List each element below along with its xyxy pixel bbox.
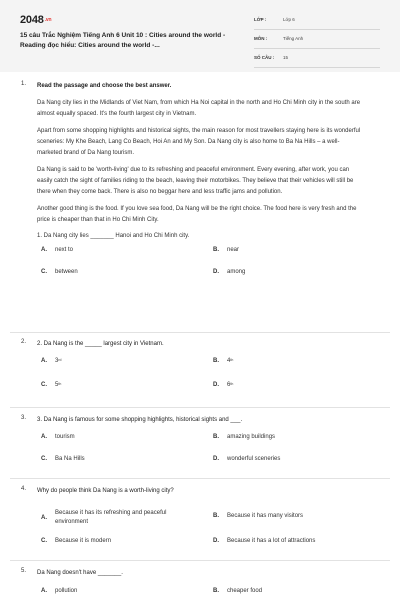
option-b[interactable]: B. Because it has many visitors [213,513,304,519]
site-logo[interactable]: 2048.vn [20,14,52,26]
question-2 [0,333,400,407]
question-1 [0,81,400,332]
option-b[interactable]: B. 4th [213,358,234,364]
options [37,579,380,600]
question-number: 2. [21,339,27,345]
option-a[interactable]: A. 3rd [41,358,62,364]
option-b[interactable]: B. cheaper food [213,588,263,594]
option-c[interactable]: C. 5th [41,382,62,388]
question-text: 2. Da Nang is the _____ largest city in Vietnam. [37,341,164,347]
passage-paragraph: Apart from some shopping highlights and historical sights, the main reason for most travellers staying here is its wonderful sceneries: My Khe Beach, Lang Co Beach, Hoi An and My Son. Da Nang city is also home to Ba Na Hills – a well-marketed brand of Da Nang tourism. [37,128,361,156]
option-a[interactable]: A. next to [41,247,74,253]
option-c[interactable]: C. Ba Na Hills [41,456,85,462]
question-text: Da Nang doesn't have _______. [37,570,123,576]
question-number: 4. [21,486,27,492]
question-4 [0,479,400,560]
option-b[interactable]: B. amazing buildings [213,434,276,440]
question-text: 3. Da Nang is famous for some shopping highlights, historical sights and ___. [37,417,243,423]
question-number: 3. [21,415,27,421]
document-meta [254,14,380,71]
meta-value: 15 [283,55,289,60]
option-c[interactable]: C. Because it is modern [41,538,112,544]
document-title: 15 câu Trắc Nghiệm Tiếng Anh 6 Unit 10 : Cities around the world - Reading đọc hiểu: Cities around the world -... [20,32,226,49]
option-c[interactable]: C. between [41,269,78,275]
meta-label: MÔN : [254,36,268,41]
question-text: 1. Da Nang city lies _______ Hanoi and Ho Chi Minh city. [37,233,190,239]
option-d[interactable]: D. wonderful sceneries [213,456,281,462]
question-3 [0,408,400,478]
option-d[interactable]: D. Because it has a lot of attractions [213,538,316,544]
option-a[interactable]: A. tourism [41,434,75,440]
quiz-content [0,81,400,600]
meta-subject-row [254,33,380,49]
options [37,242,380,282]
passage-paragraph: Da Nang city lies in the Midlands of Viet Nam, from which Ha Noi capital in the north and Ho Chi Minh city in the south are almost equally spaced. It's the fourth largest city in Vietnam. [37,100,361,117]
option-d[interactable]: D. among [213,269,246,275]
options [37,497,380,557]
options [37,350,380,400]
meta-label: LỚP : [254,17,267,22]
meta-value: Lớp 6 [283,17,295,22]
meta-class-row [254,14,380,30]
meta-label: SỐ CÂU : [254,55,275,60]
meta-count-row [254,52,380,68]
passage-paragraph: Another good thing is the food. If you love sea food, Da Nang will be the right choice. The food here is very fresh and the price is cheaper than that in Ho Chi Minh City. [37,206,357,223]
meta-value: Tiếng Anh [283,36,304,41]
passage-paragraph: Da Nang is said to be 'worth-living' due to its refreshing and peaceful environment. Every evening, after work, you can easily catch the sight of families riding to the beach, leaving their motorbikes. They believe that their vehicles will still be there when they come back. There is also no beggar here and less traffic jams and pollution. [37,167,354,195]
options [37,426,380,474]
option-d[interactable]: D. 6th [213,382,234,388]
option-a[interactable]: A. pollution [41,588,78,594]
option-a[interactable]: A.Because it has its refreshing and peaceful environment [41,510,167,525]
question-instruction: Read the passage and choose the best answer. [37,83,172,89]
page-header [0,0,400,72]
question-number: 5. [21,568,27,574]
question-number: 1. [21,81,27,87]
option-b[interactable]: B. near [213,247,240,253]
question-5 [0,561,400,600]
question-text: Why do people think Da Nang is a worth-living city? [37,488,174,494]
